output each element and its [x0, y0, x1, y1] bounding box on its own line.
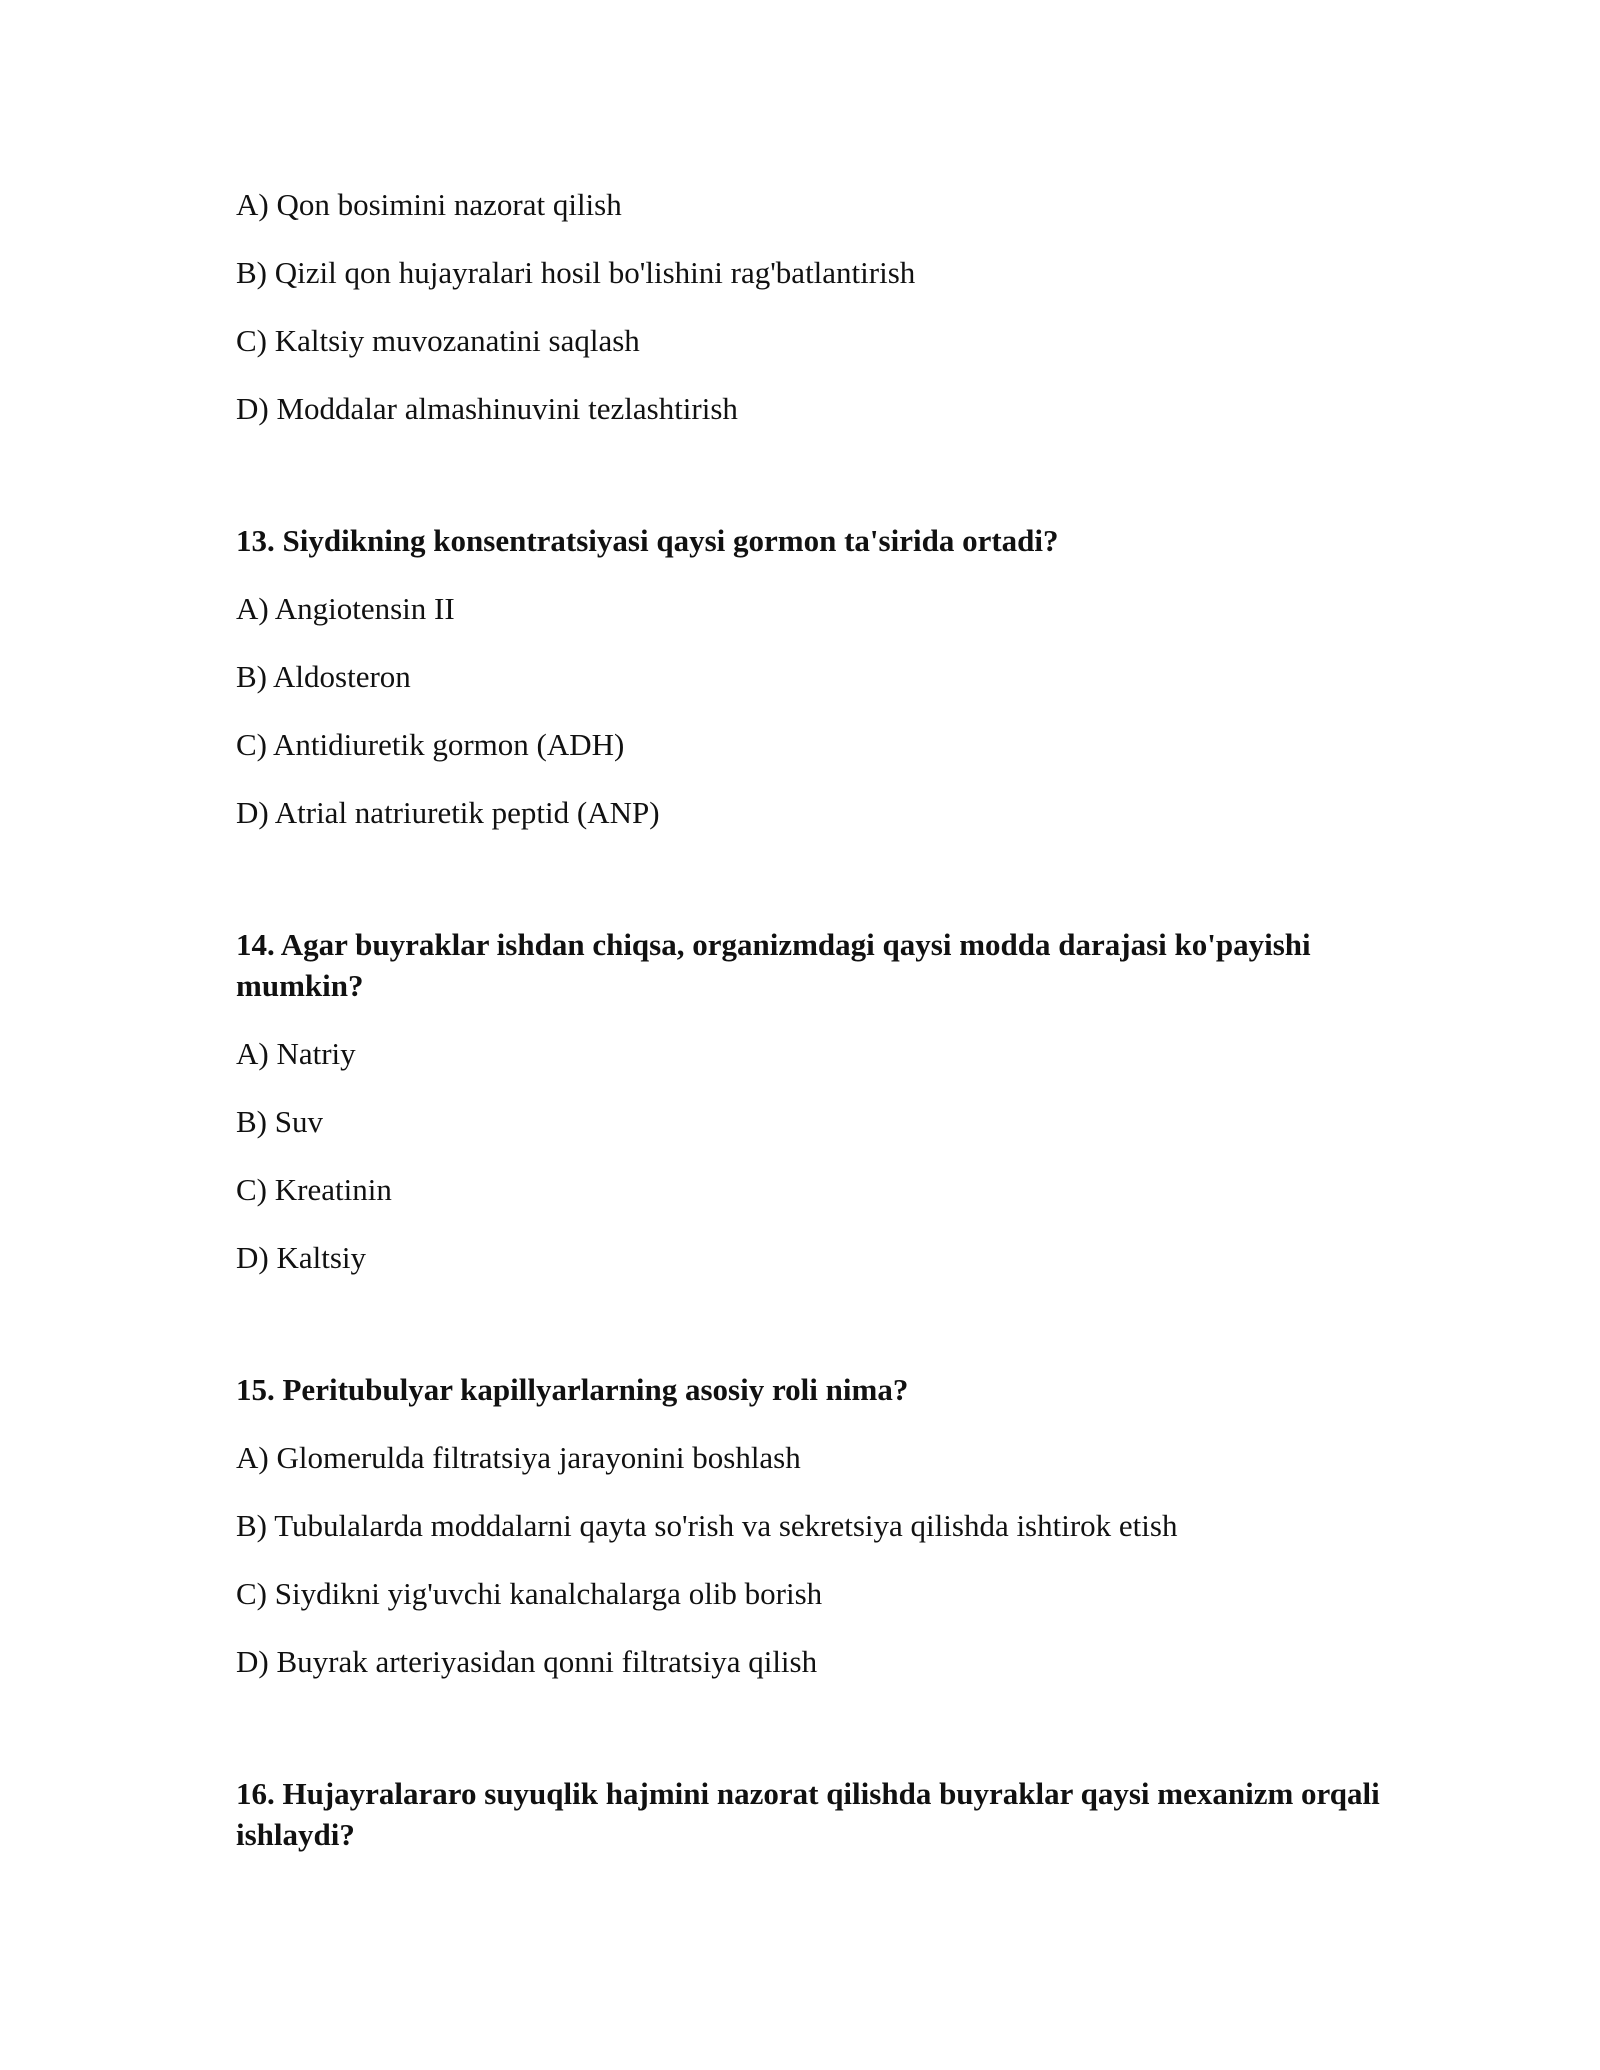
question-14 — [236, 924, 1386, 1305]
option-d: D) Buyrak arteriyasidan qonni filtratsiya qilish — [236, 1644, 818, 1679]
option-d: D) Kaltsiy — [236, 1240, 367, 1275]
option-a: A) Angiotensin II — [236, 591, 455, 626]
continued-options — [236, 184, 1386, 456]
option-a: A) Qon bosimini nazorat qilish — [236, 187, 622, 222]
option-c: C) Kaltsiy muvozanatini saqlash — [236, 323, 640, 358]
option-a: A) Glomerulda filtratsiya jarayonini boshlash — [236, 1440, 801, 1475]
question-text: 14. Agar buyraklar ishdan chiqsa, organizmdagi qaysi modda darajasi ko'payishi mumkin? — [236, 927, 1311, 1003]
option-a: A) Natriy — [236, 1036, 356, 1071]
option-c: C) Antidiuretik gormon (ADH) — [236, 727, 625, 762]
option-b: B) Suv — [236, 1104, 323, 1139]
question-text: 13. Siydikning konsentratsiyasi qaysi gormon ta'sirida ortadi? — [236, 523, 1059, 558]
option-b: B) Tubulalarda moddalarni qayta so'rish va sekretsiya qilishda ishtirok etish — [236, 1508, 1178, 1543]
question-16 — [236, 1773, 1386, 1855]
option-c: C) Siydikni yig'uvchi kanalchalarga olib borish — [236, 1576, 823, 1611]
question-15 — [236, 1369, 1386, 1709]
question-text: 16. Hujayralararo suyuqlik hajmini nazorat qilishda buyraklar qaysi mexanizm orqali ishlaydi? — [236, 1776, 1380, 1852]
document-page — [236, 184, 1386, 1882]
option-d: D) Moddalar almashinuvini tezlashtirish — [236, 391, 738, 426]
question-13 — [236, 520, 1386, 860]
option-c: C) Kreatinin — [236, 1172, 392, 1207]
option-b: B) Aldosteron — [236, 659, 411, 694]
option-b: B) Qizil qon hujayralari hosil bo'lishini rag'batlantirish — [236, 255, 916, 290]
question-text: 15. Peritubulyar kapillyarlarning asosiy roli nima? — [236, 1372, 909, 1407]
option-d: D) Atrial natriuretik peptid (ANP) — [236, 795, 660, 830]
